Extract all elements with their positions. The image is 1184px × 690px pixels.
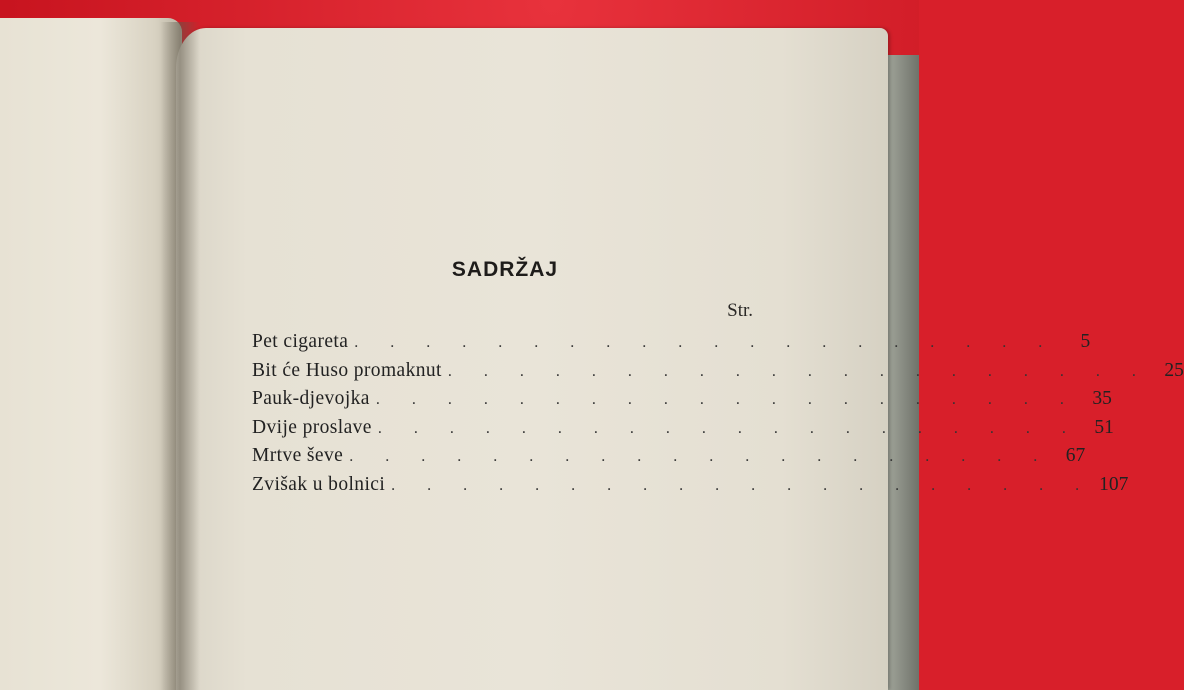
toc-entry — [252, 331, 1091, 360]
toc-entry-title: Dvije proslave — [252, 416, 372, 438]
toc-entry-title: Zvišak u bolnici — [252, 473, 386, 495]
toc-entry — [252, 473, 1129, 503]
toc-leader-dots: . . . . . . . . . . . . . . . . . . . . — [391, 476, 1094, 494]
toc-entry-page: 107 — [1099, 473, 1129, 495]
book-gutter-shadow — [160, 22, 200, 690]
toc-entry-page: 51 — [1094, 416, 1114, 438]
toc-entry-title: Bit će Huso promaknut — [252, 359, 442, 381]
toc-entry-page: 35 — [1092, 388, 1112, 409]
toc-entry — [252, 388, 1112, 417]
toc-leader-dots: . . . . . . . . . . . . . . . . . . . . — [447, 362, 1150, 380]
toc-entry-page: 5 — [1080, 331, 1091, 352]
toc-entry-title: Mrtve ševe — [252, 445, 344, 466]
toc-leader-dots: . . . . . . . . . . . . . . . . . . . . — [349, 448, 1052, 465]
toc-entry — [252, 416, 1114, 446]
contents-heading: SADRŽAJ — [451, 258, 559, 281]
toc-leader-dots: . . . . . . . . . . . . . . . . . . . . — [377, 419, 1080, 437]
left-book-page — [0, 18, 182, 690]
toc-entry-page: 67 — [1065, 445, 1086, 466]
toc-entry-page: 25 — [1164, 359, 1184, 381]
table-of-contents — [252, 331, 1184, 502]
page-column-label: Str. — [727, 300, 753, 321]
toc-leader-dots: . . . . . . . . . . . . . . . . . . . . — [354, 334, 1057, 351]
toc-entry-title: Pet cigareta — [252, 331, 349, 352]
toc-entry — [252, 359, 1184, 389]
toc-entry-title: Pauk-djevojka — [252, 388, 370, 409]
toc-leader-dots: . . . . . . . . . . . . . . . . . . . . — [375, 391, 1078, 408]
toc-entry — [252, 445, 1086, 474]
